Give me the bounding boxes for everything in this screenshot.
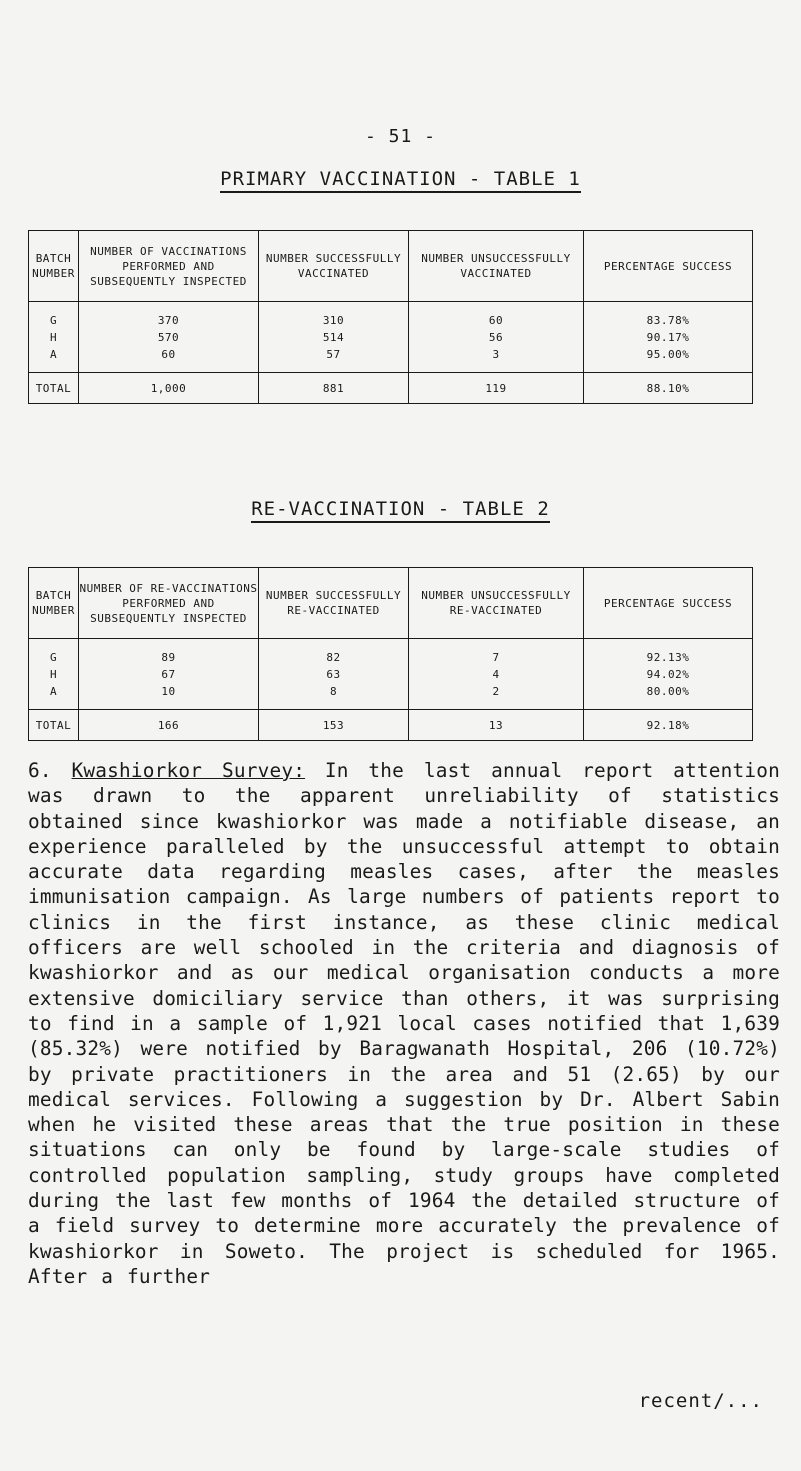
section-body: In the last annual report attention was drawn to the apparent unreliability of statistics obtained since kwashiorkor was made a notifiable disease, an experience paralleled by the unsuccessful attempt to obtain accurate data regarding measles cases, after the measles immunisation campaign. As large numbers of patients report to clinics in the first instance, as these clinic medical officers are well schooled in the criteria and diagnosis of kwashiorkor and as our medical organisation conducts a more extensive domiciliary service than others, it was surprising to find in a sample of 1,921 local cases notified that 1,639 (85.32%) were notified by Baragwanath Hospital, 206 (10.72%) by private practitioners in the area and 51 (2.65) by our medical services. Following a suggestion by Dr. Albert Sabin when he visited these areas that the true position in these situations can only be found by large-scale studies of controlled population sampling, study groups have completed during the last few months of 1964 the detailed structure of a field survey to determine more accurately the prevalence of kwashiorkor in Soweto. The project is scheduled for 1965. After a further (28, 759, 781, 1288)
unsuccessful-cell: 7 4 2 (409, 639, 584, 710)
total-unsuccessful: 13 (409, 710, 584, 741)
successful-cell: 82 63 8 (259, 639, 409, 710)
header-batch: BATCH NUMBER (29, 568, 79, 639)
inspected-cell: 370 570 60 (79, 302, 259, 373)
total-successful: 153 (259, 710, 409, 741)
header-successful: NUMBER SUCCESSFULLY RE-VACCINATED (259, 568, 409, 639)
header-percentage: PERCENTAGE SUCCESS (584, 568, 753, 639)
re-vaccination-table (28, 567, 753, 741)
continuation-text: recent/... (638, 1390, 763, 1412)
unsuccessful-cell: 60 56 3 (409, 302, 584, 373)
successful-cell: 310 514 57 (259, 302, 409, 373)
batch-cell: G H A (29, 639, 79, 710)
total-inspected: 1,000 (79, 373, 259, 404)
total-percentage: 88.10% (584, 373, 753, 404)
percentage-cell: 92.13% 94.02% 80.00% (584, 639, 753, 710)
header-batch: BATCH NUMBER (29, 231, 79, 302)
total-successful: 881 (259, 373, 409, 404)
total-label: TOTAL (29, 710, 79, 741)
table-total-row (29, 373, 753, 404)
header-unsuccessful: NUMBER UNSUCCESSFULLY VACCINATED (409, 231, 584, 302)
percentage-cell: 83.78% 90.17% 95.00% (584, 302, 753, 373)
total-label: TOTAL (29, 373, 79, 404)
batch-cell: G H A (29, 302, 79, 373)
header-successful: NUMBER SUCCESSFULLY VACCINATED (259, 231, 409, 302)
total-percentage: 92.18% (584, 710, 753, 741)
page-number: - 51 - (364, 126, 437, 147)
header-inspected: NUMBER OF VACCINATIONS PERFORMED AND SUBSEQUENTLY INSPECTED (79, 231, 259, 302)
inspected-cell: 89 67 10 (79, 639, 259, 710)
header-percentage: PERCENTAGE SUCCESS (584, 231, 753, 302)
table-total-row (29, 710, 753, 741)
total-unsuccessful: 119 (409, 373, 584, 404)
total-inspected: 166 (79, 710, 259, 741)
header-inspected: NUMBER OF RE-VACCINATIONS PERFORMED AND SUBSEQUENTLY INSPECTED (79, 568, 259, 639)
primary-vaccination-table (28, 230, 753, 404)
header-unsuccessful: NUMBER UNSUCCESSFULLY RE-VACCINATED (409, 568, 584, 639)
table-header-row (29, 568, 753, 639)
table-body-row (29, 302, 753, 373)
table-header-row (29, 231, 753, 302)
table-body-row (29, 639, 753, 710)
table1-title: PRIMARY VACCINATION - TABLE 1 (0, 168, 801, 190)
section-number: 6. (28, 759, 52, 782)
kwashiorkor-section (28, 758, 780, 1289)
section-heading: Kwashiorkor Survey: (71, 759, 306, 782)
table2-title: RE-VACCINATION - TABLE 2 (0, 498, 801, 520)
